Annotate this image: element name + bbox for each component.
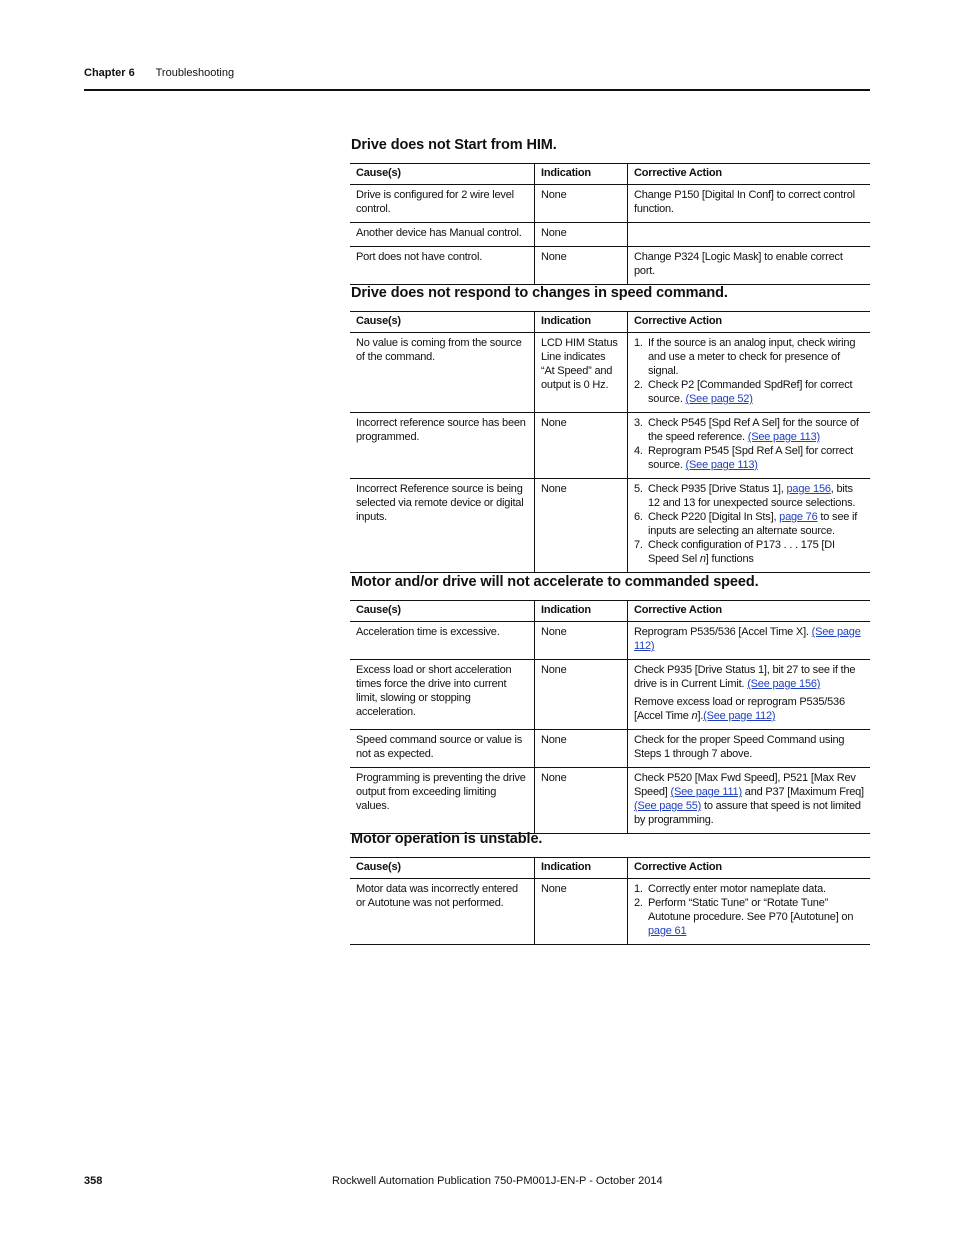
section-label: Troubleshooting	[155, 67, 235, 79]
table-row	[350, 660, 870, 730]
action-paragraph	[634, 695, 864, 723]
table-row	[350, 333, 870, 413]
col-header-indication: Indication	[535, 601, 628, 622]
action-cell	[628, 879, 871, 945]
step-number: 4.	[634, 445, 643, 457]
step-number: 2.	[634, 897, 643, 909]
action-text: Check P935 [Drive Status 1], bit 27 to see if the drive is in Current Limit.	[634, 664, 856, 690]
action-cell	[628, 622, 871, 660]
col-header-action: Corrective Action	[628, 858, 871, 879]
table-row	[350, 622, 870, 660]
table-header-row	[350, 312, 870, 333]
table-unstable	[350, 857, 870, 945]
cause-cell: Acceleration time is excessive.	[350, 622, 535, 660]
page-link[interactable]: (See page 113)	[685, 459, 758, 471]
table-row	[350, 768, 870, 834]
col-header-cause: Cause(s)	[350, 601, 535, 622]
header-rule	[84, 89, 870, 91]
indication-cell: None	[535, 730, 628, 768]
page-link[interactable]: (See page 112)	[703, 710, 776, 722]
col-header-cause: Cause(s)	[350, 858, 535, 879]
col-header-action: Corrective Action	[628, 164, 871, 185]
page-link[interactable]: (See page 52)	[685, 393, 753, 405]
action-cell	[628, 479, 871, 573]
step-number: 7.	[634, 539, 643, 551]
action-text: Check P520 [Max Fwd Speed], P521 [Max Rev Speed]	[634, 772, 856, 798]
cause-cell: Speed command source or value is not as expected.	[350, 730, 535, 768]
cause-cell: Port does not have control.	[350, 247, 535, 285]
action-cell	[628, 333, 871, 413]
table-row	[350, 730, 870, 768]
step-text: Reprogram P545 [Spd Ref A Sel] for correct source.	[648, 445, 853, 471]
page-number: 358	[84, 1175, 103, 1187]
action-cell: Change P150 [Digital In Conf] to correct control function.	[628, 185, 871, 223]
page-link[interactable]: (See page 156)	[747, 678, 821, 690]
step-number: 5.	[634, 483, 643, 495]
steps-list	[634, 482, 864, 566]
page-link[interactable]: (See page 111)	[670, 786, 742, 798]
table-row	[350, 223, 870, 247]
table-speed-command	[350, 311, 870, 573]
cause-cell: Programming is preventing the drive output from exceeding limiting values.	[350, 768, 535, 834]
running-header	[84, 67, 234, 79]
action-text: Remove excess load or reprogram P535/536 [Accel Time	[634, 696, 845, 722]
step-number: 1.	[634, 883, 643, 895]
cause-cell: No value is coming from the source of the command.	[350, 333, 535, 413]
col-header-cause: Cause(s)	[350, 312, 535, 333]
col-header-action: Corrective Action	[628, 601, 871, 622]
step-item	[634, 336, 864, 378]
table-row	[350, 413, 870, 479]
page-link[interactable]: page 156	[786, 483, 831, 495]
indication-cell: None	[535, 879, 628, 945]
table-header-row	[350, 858, 870, 879]
page-link[interactable]: (See page 112)	[634, 626, 861, 652]
page-link[interactable]: (See page 55)	[634, 800, 702, 812]
chapter-label: Chapter 6	[84, 67, 135, 79]
page-link[interactable]: page 61	[648, 925, 687, 937]
cause-cell: Motor data was incorrectly entered or Autotune was not performed.	[350, 879, 535, 945]
table-accelerate	[350, 600, 870, 834]
step-text: ] functions	[705, 553, 754, 565]
action-cell	[628, 768, 871, 834]
table-no-start	[350, 163, 870, 285]
step-text: Check configuration of P173 . . . 175 [DI Speed Sel	[648, 539, 835, 565]
action-text: ].	[697, 710, 704, 722]
cause-cell: Incorrect Reference source is being selected via remote device or digital inputs.	[350, 479, 535, 573]
step-text: Check P2 [Commanded SpdRef] for correct source.	[648, 379, 853, 405]
page-link[interactable]: (See page 113)	[747, 431, 820, 443]
col-header-indication: Indication	[535, 312, 628, 333]
col-header-cause: Cause(s)	[350, 164, 535, 185]
cause-cell: Incorrect reference source has been programmed.	[350, 413, 535, 479]
table-header-row	[350, 164, 870, 185]
cause-cell: Another device has Manual control.	[350, 223, 535, 247]
cause-cell: Drive is configured for 2 wire level control.	[350, 185, 535, 223]
indication-cell: LCD HIM Status Line indicates “At Speed” and output is 0 Hz.	[535, 333, 628, 413]
table-row	[350, 185, 870, 223]
table-header-row	[350, 601, 870, 622]
indication-cell: None	[535, 622, 628, 660]
steps-list	[634, 882, 864, 938]
step-text: Perform “Static Tune” or “Rotate Tune” Autotune procedure. See P70 [Autotune] on	[648, 897, 854, 923]
step-item	[634, 882, 864, 896]
step-number: 1.	[634, 337, 643, 349]
step-item	[634, 482, 864, 510]
publication-info: Rockwell Automation Publication 750-PM001J-EN-P - October 2014	[332, 1175, 663, 1187]
col-header-action: Corrective Action	[628, 312, 871, 333]
indication-cell: None	[535, 247, 628, 285]
section-title-accelerate: Motor and/or drive will not accelerate to commanded speed.	[351, 574, 759, 590]
section-title-unstable: Motor operation is unstable.	[351, 831, 543, 847]
action-paragraph	[634, 663, 864, 691]
indication-cell: None	[535, 768, 628, 834]
indication-cell: None	[535, 413, 628, 479]
indication-cell: None	[535, 479, 628, 573]
action-cell	[628, 413, 871, 479]
action-text: and P37 [Maximum Freq]	[744, 786, 864, 798]
table-row	[350, 247, 870, 285]
step-item	[634, 896, 864, 938]
steps-list	[634, 416, 864, 472]
step-item	[634, 444, 864, 472]
step-number: 2.	[634, 379, 643, 391]
step-text: Check P935 [Drive Status 1],	[648, 483, 784, 495]
table-row	[350, 879, 870, 945]
step-item	[634, 510, 864, 538]
cause-cell: Excess load or short acceleration times force the drive into current limit, slowing or stopping acceleration.	[350, 660, 535, 730]
action-text: Reprogram P535/536 [Accel Time X].	[634, 626, 809, 638]
action-cell	[628, 223, 871, 247]
action-text-italic: n	[691, 710, 698, 722]
section-title-no-start: Drive does not Start from HIM.	[351, 137, 557, 153]
step-text: Check P220 [Digital In Sts],	[648, 511, 777, 523]
indication-cell: None	[535, 185, 628, 223]
step-text: to see if inputs are selecting an alternate source.	[648, 511, 858, 537]
col-header-indication: Indication	[535, 858, 628, 879]
steps-list	[634, 336, 864, 406]
step-number: 3.	[634, 417, 643, 429]
action-text: to assure that speed is not limited by programming.	[634, 800, 861, 826]
action-cell	[628, 660, 871, 730]
action-cell: Change P324 [Logic Mask] to enable correct port.	[628, 247, 871, 285]
page-link[interactable]: page 76	[779, 511, 818, 523]
step-item	[634, 416, 864, 444]
step-text: Check P545 [Spd Ref A Sel] for the source of the speed reference.	[648, 417, 859, 443]
indication-cell: None	[535, 223, 628, 247]
col-header-indication: Indication	[535, 164, 628, 185]
indication-cell: None	[535, 660, 628, 730]
step-text: , bits 12 and 13 for unexpected source selections.	[648, 483, 856, 509]
table-row	[350, 479, 870, 573]
step-item	[634, 538, 864, 566]
step-text-italic: n	[699, 553, 706, 565]
step-text: If the source is an analog input, check wiring and use a meter to check for presence of signal.	[648, 337, 856, 377]
step-item	[634, 378, 864, 406]
step-text: Correctly enter motor nameplate data.	[648, 883, 826, 895]
section-title-speed-command: Drive does not respond to changes in speed command.	[351, 285, 728, 301]
step-number: 6.	[634, 511, 643, 523]
action-cell: Check for the proper Speed Command using Steps 1 through 7 above.	[628, 730, 871, 768]
